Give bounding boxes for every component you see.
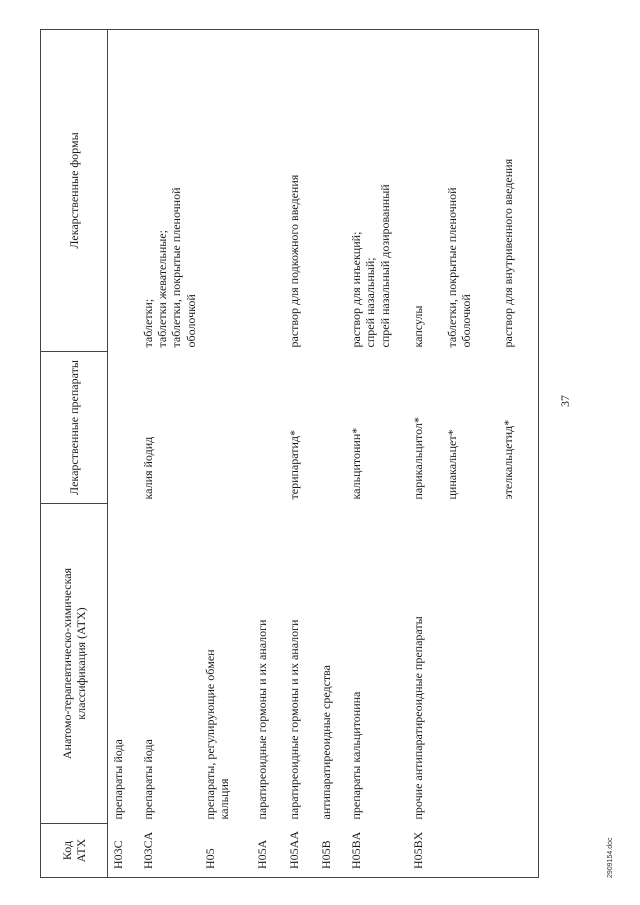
atc-code-cell: H05BA xyxy=(346,824,408,878)
dosage-forms-cell xyxy=(252,30,284,352)
atc-code-cell: H05AA xyxy=(284,824,316,878)
table-row xyxy=(284,30,316,878)
dosage-forms-cell xyxy=(346,30,408,352)
header-forms: Лекарственные формы xyxy=(41,30,108,352)
header-code: Код АТХ xyxy=(41,824,108,878)
dosage-forms-cell xyxy=(108,30,138,352)
table-row xyxy=(200,30,252,878)
atc-code-cell: H05BX xyxy=(408,824,442,878)
dosage-forms-cell xyxy=(316,30,346,352)
atc-name-line: препараты йода xyxy=(140,739,155,820)
dosage-forms-cell xyxy=(408,30,442,352)
drug-name-cell: кальцитонин* xyxy=(349,427,364,500)
atc-name-line: паратиреоидные гормоны и их аналоги xyxy=(255,619,270,820)
atc-code-cell: H03CA xyxy=(138,824,201,878)
drug-table xyxy=(40,29,539,878)
table-row xyxy=(442,30,498,878)
dosage-form-line: таблетки, покрытые пленочной xyxy=(445,187,460,348)
dosage-forms-cell xyxy=(284,30,316,352)
dosage-form-line: таблетки; xyxy=(140,298,155,348)
document-id: 2909154.doc xyxy=(607,837,614,878)
atc-name-cell xyxy=(138,504,201,824)
atc-name-cell xyxy=(284,504,316,824)
dosage-form-line: раствор для подкожного введения xyxy=(287,174,302,348)
table-row xyxy=(408,30,442,878)
atc-name-cell xyxy=(346,504,408,824)
atc-name-line: препараты йода xyxy=(111,739,125,820)
table-row xyxy=(252,30,284,878)
table-header-row xyxy=(41,30,108,878)
drug-name-cell xyxy=(200,352,252,504)
drug-name-cell: цинакальцет* xyxy=(445,429,460,500)
atc-name-line: паратиреоидные гормоны и их аналоги xyxy=(287,619,302,820)
atc-code-cell xyxy=(498,824,538,878)
atc-name-line: препараты кальцитонина xyxy=(349,691,364,820)
header-atc xyxy=(41,504,108,824)
dosage-form-line: раствор для внутривенного введения xyxy=(501,158,516,348)
atc-name-cell xyxy=(316,504,346,824)
atc-name-cell xyxy=(200,504,252,824)
atc-name-cell xyxy=(498,504,538,824)
drug-name-cell: парикальцитол* xyxy=(411,417,426,500)
dosage-forms-cell xyxy=(442,30,498,352)
dosage-form-line: оболочкой xyxy=(183,294,198,348)
header-atc-line: классификация (АТХ) xyxy=(74,607,88,720)
header-drugs: Лекарственные препараты xyxy=(41,352,108,504)
table-row xyxy=(138,30,201,878)
dosage-forms-cell xyxy=(138,30,201,352)
atc-code-cell xyxy=(442,824,498,878)
dosage-form-line: таблетки жевательные; xyxy=(154,230,169,348)
drug-name-cell xyxy=(252,352,284,504)
atc-name-cell xyxy=(442,504,498,824)
atc-name-line: антипаратиреоидные средства xyxy=(319,664,334,820)
page-number: 37 xyxy=(558,395,572,407)
dosage-form-line: спрей назальный; xyxy=(363,257,378,348)
table-row xyxy=(346,30,408,878)
atc-code-cell: H05 xyxy=(200,824,252,878)
dosage-form-line: капсулы xyxy=(411,305,426,348)
atc-code-cell: H05A xyxy=(252,824,284,878)
atc-name-line: препараты, регулирующие обмен xyxy=(203,649,218,820)
dosage-forms-cell xyxy=(498,30,538,352)
dosage-form-line: раствор для инъекций; xyxy=(349,231,364,348)
dosage-form-line: спрей назальный дозированный xyxy=(377,184,392,348)
dosage-form-line: таблетки, покрытые пленочной xyxy=(169,187,184,348)
table-row xyxy=(108,30,138,878)
dosage-form-line: оболочкой xyxy=(459,294,474,348)
atc-name-line: кальция xyxy=(217,778,232,820)
drug-name-cell: этелкальцетид* xyxy=(498,352,538,504)
atc-name-cell xyxy=(108,504,138,824)
atc-code-cell: H05B xyxy=(316,824,346,878)
atc-code-cell: H03C xyxy=(108,824,138,878)
header-atc-line: Анатомо-терапевтическо-химическая xyxy=(59,567,74,760)
drug-name-cell xyxy=(316,352,346,504)
drug-name-cell: калия йодид xyxy=(140,436,155,500)
atc-name-line: прочие антипаратиреоидные препараты xyxy=(411,616,426,820)
rotated-sheet xyxy=(40,30,614,878)
drug-name-cell: терипаратид* xyxy=(287,429,302,500)
dosage-forms-cell xyxy=(200,30,252,352)
drug-name-cell xyxy=(108,352,138,504)
table-row xyxy=(498,30,538,878)
atc-name-cell xyxy=(408,504,442,824)
atc-name-cell xyxy=(252,504,284,824)
table-row xyxy=(316,30,346,878)
